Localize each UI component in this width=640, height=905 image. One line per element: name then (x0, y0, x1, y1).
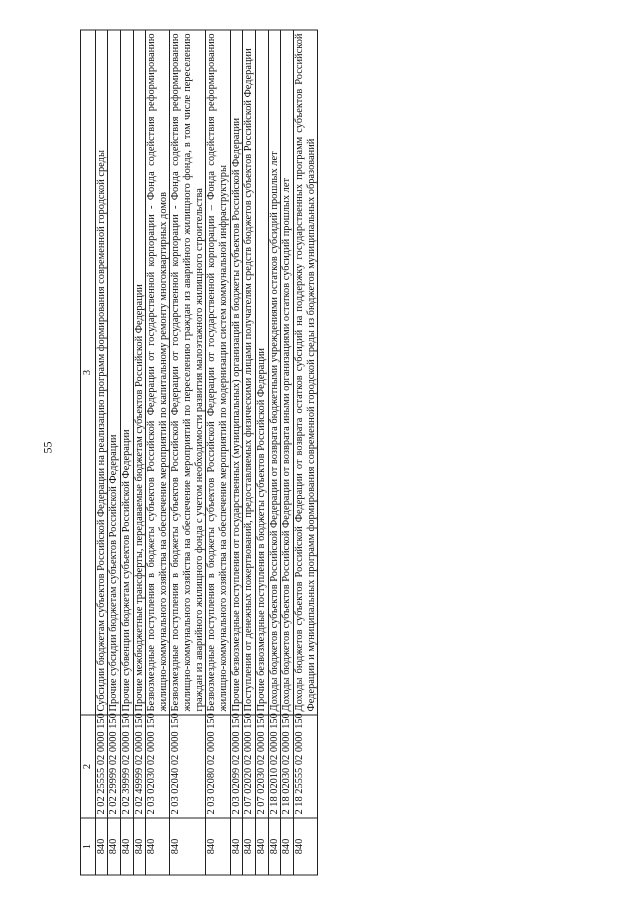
admin-code-cell: 840 (146, 818, 170, 875)
header-col-3: 3 (81, 30, 96, 715)
table-row (133, 30, 146, 875)
table-row (230, 30, 243, 875)
revenue-code-cell: 2 02 39999 02 0000 150 (120, 715, 133, 818)
page-number: 55 (40, 441, 55, 454)
admin-code-cell: 840 (268, 818, 281, 875)
rotated-page-content (80, 31, 550, 876)
admin-code-cell: 840 (170, 818, 206, 875)
revenue-name-cell: Прочие безвозмездные поступления от государственных (муниципальных) организаций в бюджеты субъектов Российской Федерации (230, 30, 243, 715)
revenue-name-cell: Поступления от денежных пожертвований, предоставляемых физическими лицами получателям средств бюджетов субъектов Российской Федерации (243, 30, 256, 715)
admin-code-cell: 840 (243, 818, 256, 875)
header-col-2: 2 (81, 715, 96, 818)
admin-code-cell: 840 (206, 818, 230, 875)
revenue-name-cell: Безвозмездные поступления в бюджеты субъектов Российской Федерации от государственной корпорации - Фонда содействия реформированию жилищно-коммунального хозяйства на обеспечение мероприятий по переселению граждан из аварийного жилищного фонда, в том числе переселению граждан из аварийного жилищного фонда с учетом необходимости развития малоэтажного жилищного строительства (170, 30, 206, 715)
table-row (170, 30, 206, 875)
revenue-code-cell: 2 02 25555 02 0000 150 (95, 715, 108, 818)
revenue-name-cell: Безвозмездные поступления в бюджеты субъектов Российской Федерации от государственной корпорации – Фонда содействия реформированию жилищно-коммунального хозяйства на обеспечение мероприятий по модернизации систем коммунальной инфраструктуры (206, 30, 230, 715)
revenue-name-cell: Безвозмездные поступления в бюджеты субъектов Российской Федерации от государственной корпорации - Фонда содействия реформированию жилищно-коммунального хозяйства на обеспечение мероприятий по капитальному ремонту многоквартирных домов (146, 30, 170, 715)
revenue-name-cell: Доходы бюджетов субъектов Российской Федерации от возврата бюджетными учреждениями остатков субсидий прошлых лет (268, 30, 281, 715)
table-body (95, 30, 318, 875)
table-row (243, 30, 256, 875)
revenue-code-cell: 2 18 02010 02 0000 150 (268, 715, 281, 818)
admin-code-cell: 840 (95, 818, 108, 875)
revenue-name-cell: Прочие субсидии бюджетам субъектов Российской Федерации (108, 30, 121, 715)
revenue-name-cell: Доходы бюджетов субъектов Российской Федерации от возврата остатков субсидий на поддержку государственных программ субъектов Российской Федерации и муниципальных программ формирования современной городской среды из бюджетов муниципальных образований (293, 30, 317, 715)
revenue-name-cell: Прочие субвенции бюджетам субъектов Российской Федерации (120, 30, 133, 715)
admin-code-cell: 840 (293, 818, 317, 875)
admin-code-cell: 840 (120, 818, 133, 875)
table-row (293, 30, 317, 875)
table-row (255, 30, 268, 875)
revenue-codes-table (80, 30, 318, 876)
revenue-code-cell: 2 02 29999 02 0000 150 (108, 715, 121, 818)
revenue-code-cell: 2 18 02030 02 0000 150 (281, 715, 294, 818)
table-row (108, 30, 121, 875)
admin-code-cell: 840 (133, 818, 146, 875)
revenue-name-cell: Субсидии бюджетам субъектов Российской Федерации на реализацию программ формирования современной городской среды (95, 30, 108, 715)
table-row (268, 30, 281, 875)
revenue-code-cell: 2 03 02099 02 0000 150 (230, 715, 243, 818)
revenue-code-cell: 2 07 02030 02 0000 150 (255, 715, 268, 818)
table-row (95, 30, 108, 875)
revenue-code-cell: 2 02 49999 02 0000 150 (133, 715, 146, 818)
table-header-row (81, 30, 96, 875)
revenue-code-cell: 2 03 02040 02 0000 150 (170, 715, 206, 818)
admin-code-cell: 840 (281, 818, 294, 875)
revenue-name-cell: Прочие безвозмездные поступления в бюджеты субъектов Российской Федерации (255, 30, 268, 715)
table-row (281, 30, 294, 875)
revenue-code-cell: 2 18 25555 02 0000 150 (293, 715, 317, 818)
table-row (120, 30, 133, 875)
revenue-code-cell: 2 03 02080 02 0000 150 (206, 715, 230, 818)
revenue-code-cell: 2 03 02030 02 0000 150 (146, 715, 170, 818)
table-row (206, 30, 230, 875)
admin-code-cell: 840 (255, 818, 268, 875)
admin-code-cell: 840 (108, 818, 121, 875)
revenue-name-cell: Прочие межбюджетные трансферты, передаваемые бюджетам субъектов Российской Федерации (133, 30, 146, 715)
revenue-name-cell: Доходы бюджетов субъектов Российской Федерации от возврата иными организациями остатков субсидий прошлых лет (281, 30, 294, 715)
header-col-1: 1 (81, 818, 96, 875)
admin-code-cell: 840 (230, 818, 243, 875)
revenue-code-cell: 2 07 02020 02 0000 150 (243, 715, 256, 818)
table-row (146, 30, 170, 875)
